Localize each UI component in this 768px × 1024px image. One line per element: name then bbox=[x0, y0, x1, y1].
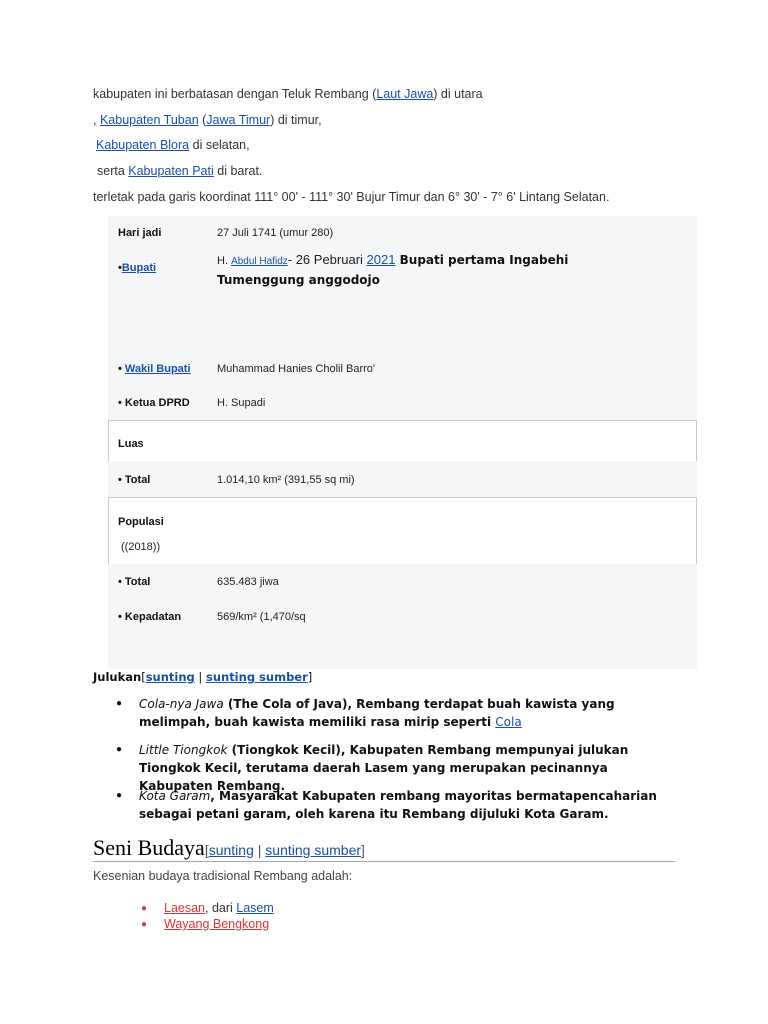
link-wakil-bupati[interactable]: Wakil Bupati bbox=[124, 363, 191, 375]
seni-edit-source-link[interactable]: sunting sumber bbox=[265, 842, 362, 858]
bullet-icon: ● bbox=[141, 919, 148, 930]
seni-intro: Kesenian budaya tradisional Rembang adalah: bbox=[93, 869, 353, 883]
intro-line-5: terletak pada garis koordinat 111° 00' - 111° 30' Bujur Timur dan 6° 30' - 7° 6' Lintang Selatan. bbox=[93, 190, 610, 204]
list-item bbox=[164, 901, 274, 915]
bracket: ] bbox=[307, 670, 313, 684]
intro-text: , bbox=[93, 113, 100, 127]
julukan-item-title: Cola-nya Jawa bbox=[139, 697, 224, 711]
bupati-note: Bupati pertama Ingabehi Tumenggung anggodojo bbox=[217, 253, 569, 287]
bullet-icon: ● bbox=[116, 698, 123, 709]
julukan-edit-link[interactable]: sunting bbox=[145, 670, 195, 684]
bullet: • bbox=[118, 363, 125, 375]
intro-text: kabupaten ini berbatasan dengan Teluk Rembang ( bbox=[93, 87, 377, 101]
bullet-icon: ● bbox=[116, 790, 123, 801]
intro-line-1 bbox=[93, 87, 483, 101]
intro-line-4 bbox=[97, 164, 262, 178]
julukan-item-text: , Masyarakat Kabupaten rembang mayoritas bermatapencaharian sebagai petani garam, oleh karena itu Rembang dijuluki Kota Garam. bbox=[139, 789, 657, 821]
luas-total-value: 1.014,10 km² (391,55 sq mi) bbox=[217, 474, 355, 486]
bracket: ] bbox=[361, 842, 365, 858]
bracket: [ bbox=[141, 670, 146, 684]
kepadatan-value: 569/km² (1,470/sq bbox=[217, 611, 306, 623]
intro-text: di barat. bbox=[213, 164, 263, 178]
link-kabupaten-tuban[interactable]: Kabupaten Tuban bbox=[99, 113, 199, 127]
link-kabupaten-blora[interactable]: Kabupaten Blora bbox=[96, 138, 190, 152]
heading-divider bbox=[93, 861, 675, 862]
link-laut-jawa[interactable]: Laut Jawa bbox=[376, 87, 434, 101]
link-wayang-bengkong[interactable]: Wayang Bengkong bbox=[164, 917, 270, 931]
link-cola[interactable]: Cola bbox=[495, 715, 522, 729]
hari-jadi-label: Hari jadi bbox=[118, 227, 162, 239]
populasi-header bbox=[108, 497, 697, 564]
bupati-date: - 26 Pebruari bbox=[287, 252, 367, 267]
infobox bbox=[108, 216, 697, 669]
dprd-value: H. Supadi bbox=[217, 397, 266, 409]
intro-line-3 bbox=[96, 138, 250, 152]
pop-total-value: 635.483 jiwa bbox=[217, 576, 279, 588]
link-kabupaten-pati[interactable]: Kabupaten Pati bbox=[128, 164, 214, 178]
julukan-item-title: Little Tiongkok bbox=[139, 743, 228, 757]
intro-text: serta bbox=[97, 164, 129, 178]
link-abdul-hafidz[interactable]: Abdul Hafidz bbox=[231, 256, 288, 267]
link-lasem[interactable]: Lasem bbox=[236, 901, 274, 915]
link-laesan[interactable]: Laesan bbox=[164, 901, 206, 915]
list-item bbox=[139, 695, 684, 731]
intro-line-2 bbox=[93, 113, 322, 127]
separator: | bbox=[253, 842, 266, 858]
bullet-icon: ● bbox=[141, 903, 148, 914]
bullet: • bbox=[118, 262, 122, 274]
julukan-edit-source-link[interactable]: sunting sumber bbox=[205, 670, 308, 684]
link-2021[interactable]: 2021 bbox=[366, 252, 396, 267]
intro-text: di selatan, bbox=[189, 138, 250, 152]
wakil-value: Muhammad Hanies Cholil Barro' bbox=[217, 363, 375, 375]
seni-edit-link[interactable]: sunting bbox=[208, 842, 254, 858]
item-text: , dari bbox=[205, 901, 237, 915]
luas-header bbox=[108, 420, 697, 461]
luas-title: Luas bbox=[118, 438, 144, 450]
bupati-label-wrap bbox=[118, 262, 156, 274]
separator: | bbox=[194, 670, 206, 684]
bupati-prefix: H. bbox=[217, 255, 232, 267]
section-heading-seni-budaya bbox=[93, 835, 365, 861]
list-item bbox=[139, 787, 684, 823]
seni-title: Seni Budaya bbox=[93, 835, 205, 860]
bullet-icon: ● bbox=[116, 744, 123, 755]
julukan-heading bbox=[93, 670, 312, 684]
bracket: [ bbox=[204, 842, 209, 858]
julukan-item-title: Kota Garam bbox=[139, 789, 211, 803]
kepadatan-label: • Kepadatan bbox=[118, 611, 182, 623]
intro-text: ) di timur, bbox=[270, 113, 322, 127]
wakil-label-wrap bbox=[118, 363, 191, 375]
julukan-item-text: (Tiongkok Kecil), Kabupaten Rembang mempunyai julukan Tiongkok Kecil, terutama daerah Lasem yang merupakan pecinannya Kabupaten Rembang. bbox=[139, 743, 629, 793]
link-jawa-timur[interactable]: Jawa Timur bbox=[206, 113, 271, 127]
list-item bbox=[164, 917, 269, 931]
bupati-value bbox=[217, 251, 647, 290]
intro-text: ( bbox=[198, 113, 207, 127]
luas-total-label: • Total bbox=[118, 474, 151, 486]
populasi-title: Populasi bbox=[118, 516, 164, 528]
julukan-item-text: (The Cola of Java), Rembang terdapat buah kawista yang melimpah, buah kawista memiliki rasa mirip seperti bbox=[139, 697, 615, 729]
hari-jadi-value: 27 Juli 1741 (umur 280) bbox=[217, 227, 334, 239]
dprd-label: • Ketua DPRD bbox=[118, 397, 190, 409]
julukan-title: Julukan bbox=[93, 670, 142, 684]
intro-text: ) di utara bbox=[433, 87, 483, 101]
pop-total-label: • Total bbox=[118, 576, 151, 588]
populasi-year: ((2018)) bbox=[121, 541, 161, 553]
link-bupati[interactable]: Bupati bbox=[121, 262, 157, 274]
